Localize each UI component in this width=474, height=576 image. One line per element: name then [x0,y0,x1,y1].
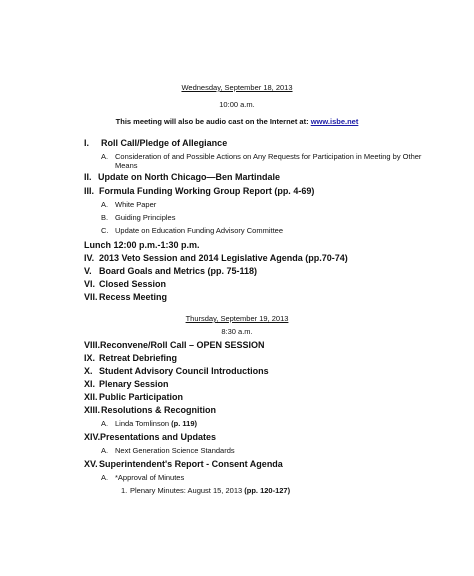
item-number: I. [84,138,90,148]
item-number: XIV. [84,432,101,442]
audio-cast-text: This meeting will also be audio cast on the Internet at: [115,117,311,126]
agenda-item-plenary-session: Plenary Session [99,379,169,389]
agenda-item-student-council: Student Advisory Council Introductions [99,366,269,376]
agenda-item-formula-funding: Formula Funding Working Group Report (pp. 4-69) [99,186,315,196]
item-number: V. [84,266,92,276]
meeting-time-day1: 10:00 a.m. [219,100,255,109]
agenda-item-roll-call: Roll Call/Pledge of Allegiance [101,138,228,148]
item-number: XV. [84,459,98,469]
sub-item-participation: Consideration of and Possible Actions on Any Requests for Participation in Meeting by Other [115,152,422,161]
agenda-item-reconvene: Reconvene/Roll Call – OPEN SESSION [100,340,265,350]
sub-sub-item-number: 1. [121,486,128,495]
item-number: II. [84,172,92,182]
isbe-link[interactable]: www.isbe.net [310,117,359,126]
meeting-date-day2: Thursday, September 19, 2013 [185,314,289,323]
sub-item-advisory-committee: Update on Education Funding Advisory Committee [115,226,284,235]
item-number: VII. [84,292,98,302]
sub-item-letter: C. [101,226,109,235]
sub-item-approval-of-minutes: *Approval of Minutes [115,473,185,482]
audio-cast-notice [0,117,474,126]
sub-item-science-standards: Next Generation Science Standards [115,446,235,455]
minutes-label: Plenary Minutes: August 15, 2013 [130,486,245,495]
item-number: VIII. [84,340,101,350]
sub-item-letter: A. [101,152,109,161]
agenda-item-board-goals: Board Goals and Metrics (pp. 75-118) [99,266,258,276]
item-number: XIII. [84,405,101,415]
page-reference: (pp. 120-127) [244,486,291,495]
lunch-break: Lunch 12:00 p.m.-1:30 p.m. [84,240,200,250]
agenda-item-consent-agenda: Superintendent's Report - Consent Agenda [99,459,283,469]
sub-item-white-paper: White Paper [115,200,157,209]
sub-item-letter: B. [101,213,109,222]
agenda-item-veto-session: 2013 Veto Session and 2014 Legislative Agenda (pp.70-74) [99,253,348,263]
honoree-name: Linda Tomlinson [115,419,170,428]
sub-item-letter: A. [101,200,109,209]
item-number: XII. [84,392,98,402]
agenda-item-closed-session: Closed Session [99,279,167,289]
sub-item-guiding-principles: Guiding Principles [115,213,176,222]
agenda-item-presentations: Presentations and Updates [100,432,217,442]
sub-item-participation-cont: Means [115,161,138,170]
meeting-date-day1: Wednesday, September 18, 2013 [181,83,293,92]
sub-sub-item-plenary-minutes [130,486,290,495]
sub-item-letter: A. [101,419,109,428]
agenda-item-retreat-debriefing: Retreat Debriefing [99,353,178,363]
item-number: IX. [84,353,96,363]
page-reference: (p. 119) [169,419,198,428]
meeting-time-day2: 8:30 a.m. [221,327,253,336]
sub-item-letter: A. [101,446,109,455]
sub-item-recognition [115,419,197,428]
item-number: X. [84,366,93,376]
item-number: XI. [84,379,96,389]
agenda-item-recess: Recess Meeting [99,292,168,302]
sub-item-letter: A. [101,473,109,482]
agenda-item-resolutions: Resolutions & Recognition [101,405,217,415]
item-number: VI. [84,279,96,289]
item-number: III. [84,186,95,196]
agenda-item-public-participation: Public Participation [99,392,184,402]
agenda-item-north-chicago: Update on North Chicago—Ben Martindale [98,172,281,182]
item-number: IV. [84,253,95,263]
